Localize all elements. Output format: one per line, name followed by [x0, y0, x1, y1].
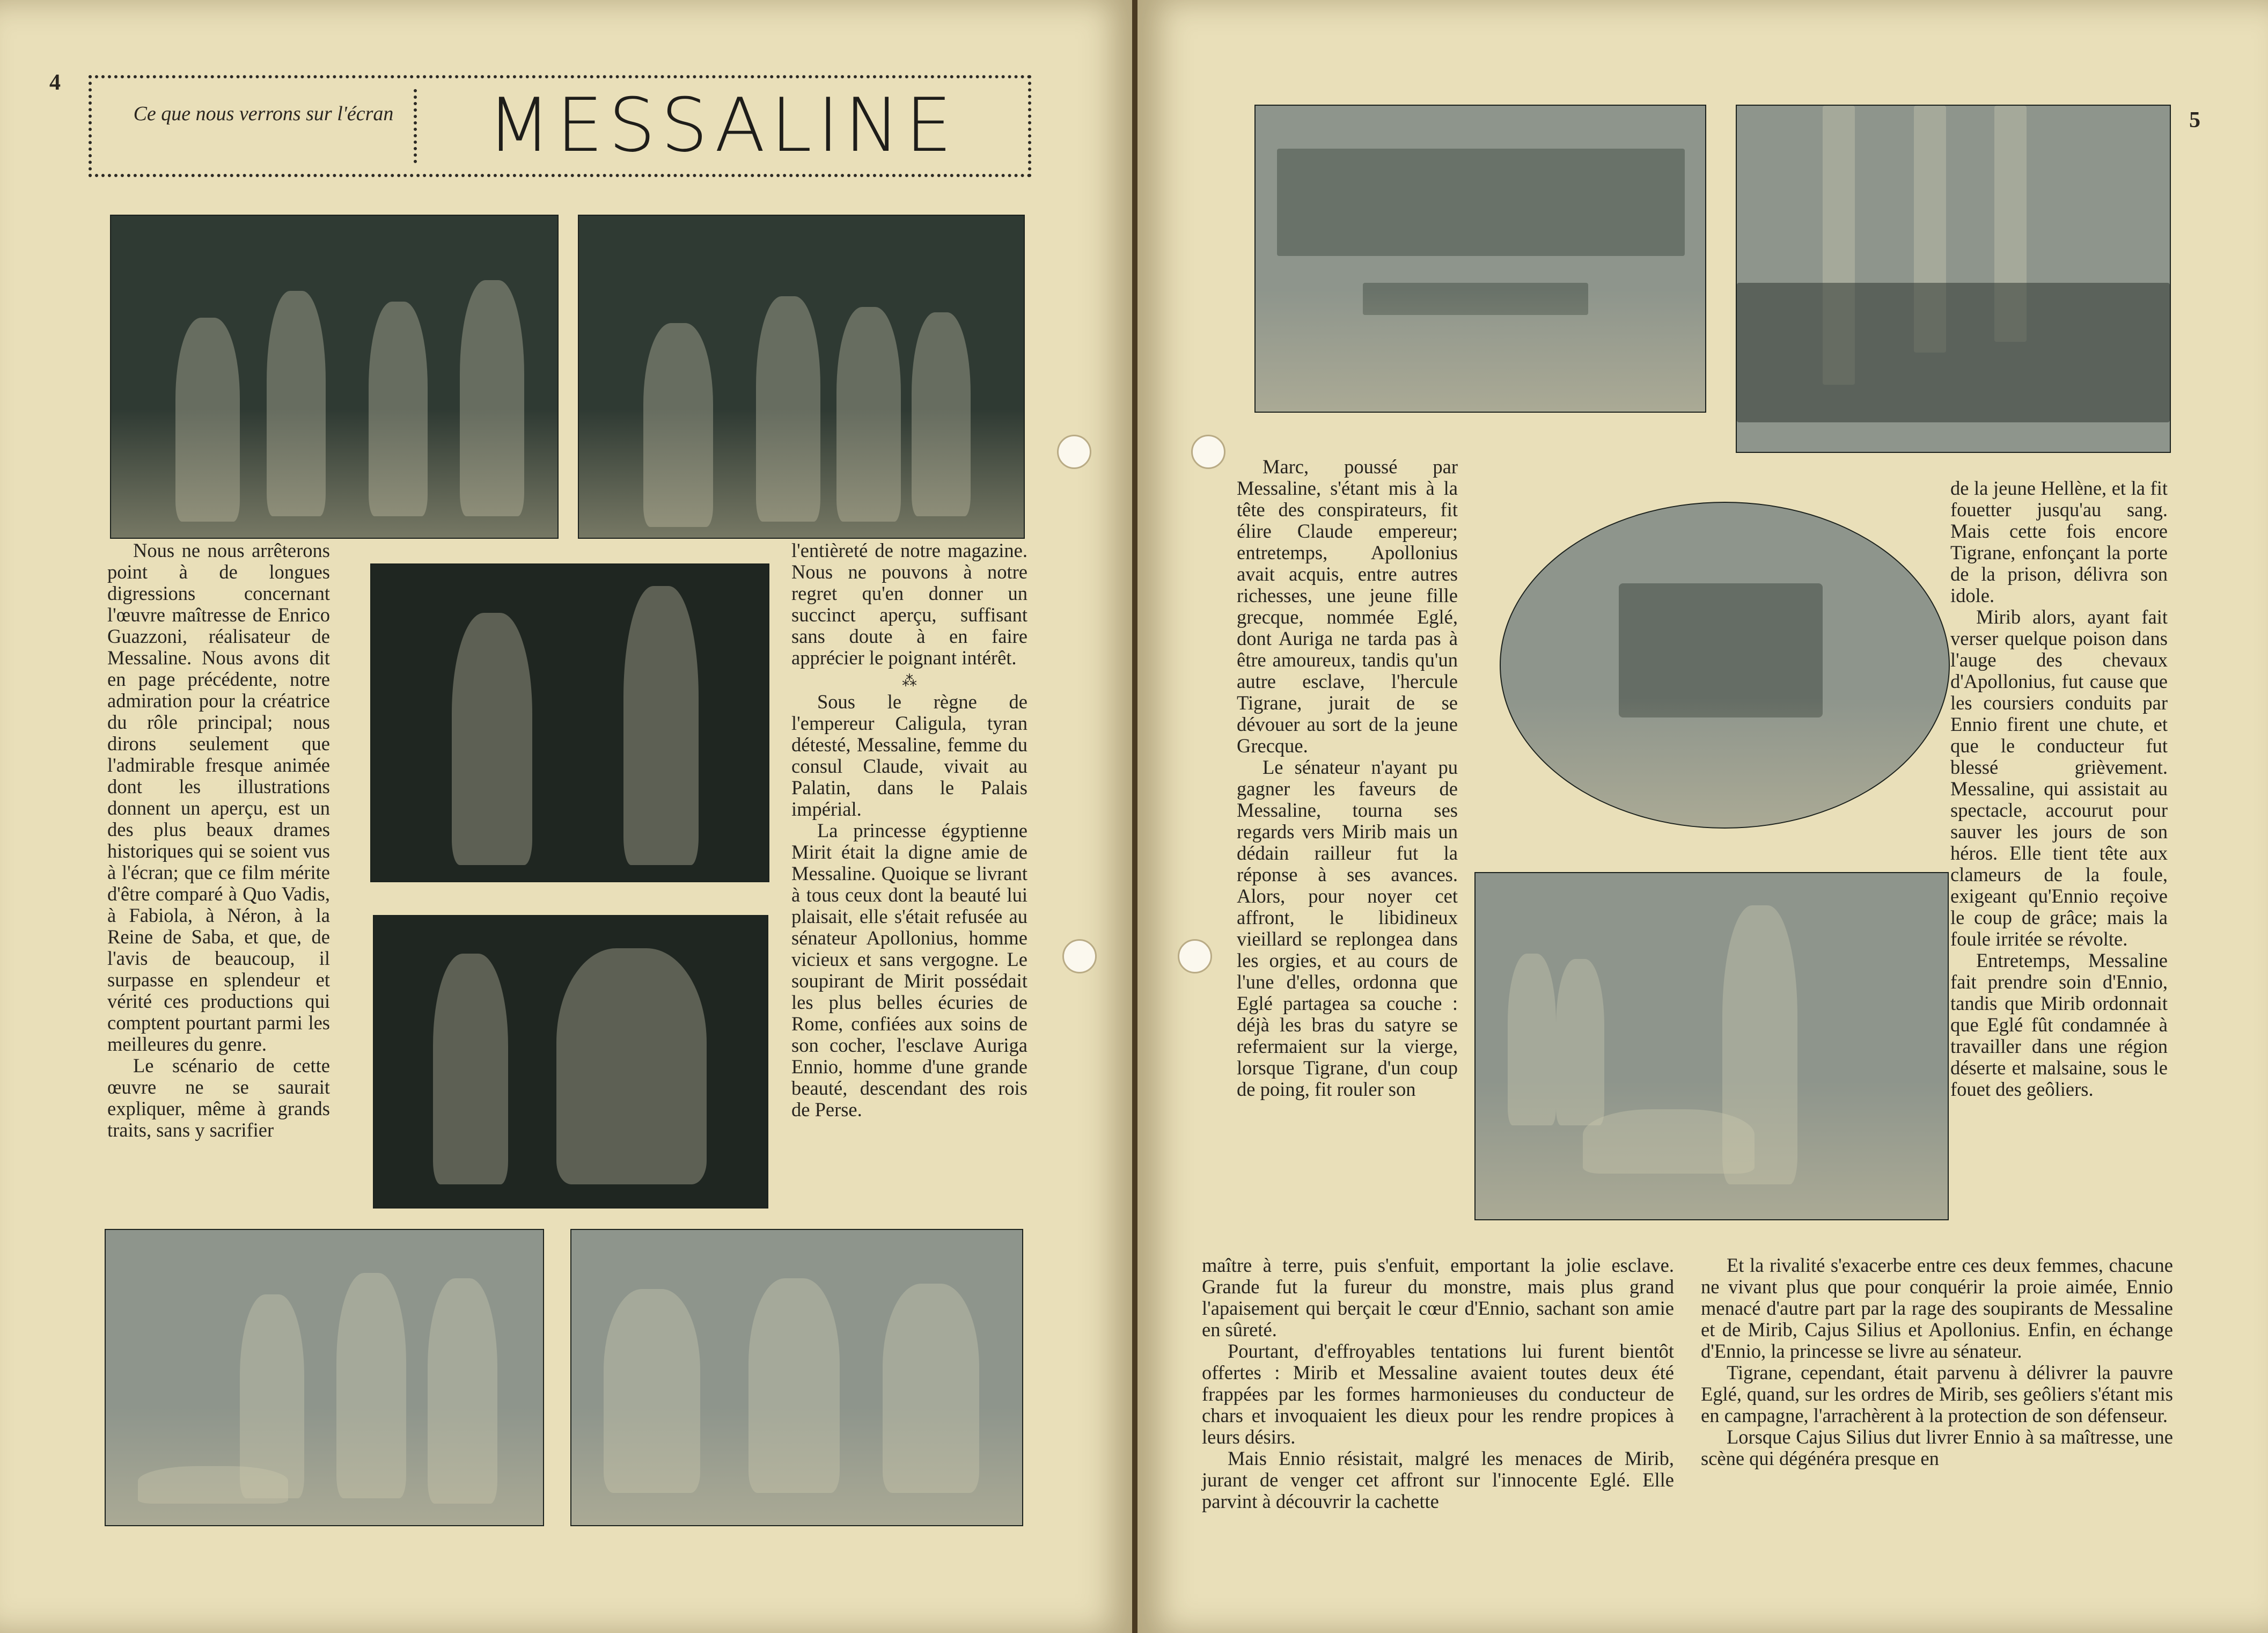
- film-still-photo: [105, 1229, 544, 1526]
- punch-hole: [1178, 939, 1212, 973]
- paragraph: l'entièreté de notre magazine. Nous ne pouvons à notre regret qu'en donner un succinct aperçu, suffisant sans doute à en faire apprécier le poignant intérêt.: [791, 539, 1027, 669]
- article-header: [89, 75, 1031, 177]
- film-still-photo: [1254, 105, 1706, 413]
- paragraph: Pourtant, d'effroyables tentations lui furent bientôt offertes : Mirib et Messaline avaient toutes deux été frappées par les formes harmonieuses du conducteur de chars et invoquaient les dieux pour les rendre propices à leurs désirs.: [1202, 1340, 1674, 1448]
- paragraph: Sous le règne de l'empereur Caligula, tyran détesté, Messaline, femme du consul Claude, vivait au Palatin, dans le Palais impérial.: [791, 691, 1027, 820]
- paragraph: Lorsque Cajus Silius dut livrer Ennio à sa maîtresse, une scène qui dégénéra presque en: [1701, 1426, 2173, 1469]
- paragraph: Tigrane, cependant, était parvenu à délivrer la pauvre Eglé, quand, sur les ordres de Mirib, ses geôliers s'étant mis en campagne, l'arrachèrent à la protection de son défenseur.: [1701, 1361, 2173, 1426]
- paragraph: Et la rivalité s'exacerbe entre ces deux femmes, chacune ne vivant plus que pour conquérir la proie aimée, Ennio menacé d'autre part par la rage des soupirants de Messaline et de Mirib, Cajus Silius et Apollonius. Enfin, en échange d'Ennio, la princesse se livre au sénateur.: [1701, 1254, 2173, 1362]
- right-page: [1137, 0, 2268, 1633]
- paragraph: Le sénateur n'ayant pu gagner les faveurs de Messaline, tourna ses regards vers Mirib mais un dédain railleur fut la réponse à ses avances. Alors, pour noyer cet affront, le libidineux vieillard se replongea dans les orgies, et au cours de l'une d'elles, ordonna que Eglé partagea sa couche : déjà les bras du satyre se refermaient sur la vierge, lorsque Tigrane, d'un coup de poing, fit rouler son: [1237, 756, 1458, 1100]
- article-title: MESSALINE: [487, 82, 958, 169]
- film-still-photo: [578, 215, 1025, 539]
- paragraph: Mirib alors, ayant fait verser quelque poison dans l'auge des chevaux d'Apollonius, fut cause que les coursiers conduits par Ennio firent une chute, et que le conducteur fut blessé grièvement. Messaline, qui assistait au spectacle, accourut pour sauver les jours de son héros. Elle tient tête aux clameurs de la foule, exigeant qu'Ennio reçoive le coup de grâce; mais la foule irritée se révolte.: [1950, 606, 2168, 950]
- page-number: 4: [49, 70, 61, 95]
- film-still-photo: [373, 915, 768, 1209]
- article-column-a: [1237, 456, 1458, 1100]
- page-number: 5: [2189, 108, 2200, 133]
- article-column-2: [791, 540, 1027, 1121]
- film-still-photo: [570, 1229, 1023, 1526]
- article-bottom-right: [1701, 1255, 2173, 1469]
- paragraph: Marc, poussé par Messaline, s'étant mis à la tête des conspirateurs, fit élire Claude empereur; entretemps, Apollonius avait acquis, entre autres richesses, une jeune fille grecque, nommée Eglé, dont Auriga ne tarda pas à être amoureux, tandis qu'un autre esclave, l'hercule Tigrane, jurait de se dévouer au sort de la jeune Grecque.: [1237, 456, 1458, 757]
- punch-hole: [1062, 939, 1097, 973]
- arena-oval-photo: [1500, 502, 1950, 829]
- film-still-photo: [1736, 105, 2171, 453]
- section-stars: ⁂: [902, 673, 917, 690]
- paragraph: Le scénario de cette œuvre ne se saurait expliquer, même à grands traits, sans y sacrifier: [107, 1055, 330, 1141]
- gladiator-photo: [1474, 872, 1949, 1220]
- paragraph: maître à terre, puis s'enfuit, emportant la jolie esclave. Grande fut la fureur du monstre, mais plus grand l'apaisement qui berçait le cœur d'Ennio, sachant son amie en sûreté.: [1202, 1254, 1674, 1341]
- article-column-b: [1950, 478, 2168, 1100]
- kicker: Ce que nous verrons sur l'écran: [133, 102, 394, 125]
- film-still-photo: [110, 215, 559, 539]
- header-divider: [414, 89, 417, 163]
- paragraph: Nous ne nous arrêterons point à de longues digressions concernant l'œuvre maîtresse de Enrico Guazzoni, réalisateur de Messaline. Nous avons dit en page précédente, notre admiration pour la créatrice du rôle principal; nous dirons seulement que l'admirable fresque animée dont les illustrations donnent un aperçu, est un des plus beaux drames historiques qui se soient vus à l'écran; que ce film mérite d'être comparé à Quo Vadis, à Fabiola, à Néron, à la Reine de Saba, et que, de l'avis de beaucoup, il surpasse en splendeur et vérité ces productions qui comptent pourtant parmi les meilleures du genre.: [107, 539, 330, 1055]
- film-still-photo: [370, 563, 769, 882]
- punch-hole: [1191, 435, 1225, 469]
- punch-hole: [1057, 435, 1091, 469]
- article-column-1: [107, 540, 330, 1141]
- paragraph: de la jeune Hellène, et la fit fouetter jusqu'au sang. Mais cette fois encore Tigrane, enfonçant la porte de la prison, délivra son idole.: [1950, 477, 2168, 606]
- paragraph: Mais Ennio résistait, malgré les menaces de Mirib, jurant de venger cet affront sur l'innocente Eglé. Elle parvint à découvrir la cachette: [1202, 1447, 1674, 1512]
- paragraph: Entretemps, Messaline fait prendre soin d'Ennio, tandis que Mirib ordonnait que Eglé fût condamnée à travailler dans une région déserte et malsaine, sous le fouet des geôliers.: [1950, 949, 2168, 1100]
- article-bottom-left: [1202, 1255, 1674, 1512]
- paragraph: La princesse égyptienne Mirit était la digne amie de Messaline. Quoique se livrant à tous ceux dont la beauté lui plaisait, elle s'était refusée au sénateur Apollonius, homme vicieux et sans vergogne. Le soupirant de Mirit possédait les plus belles écuries de Rome, confiées aux soins de son cocher, l'esclave Auriga Ennio, homme d'une grande beauté, descendant des rois de Perse.: [791, 819, 1027, 1121]
